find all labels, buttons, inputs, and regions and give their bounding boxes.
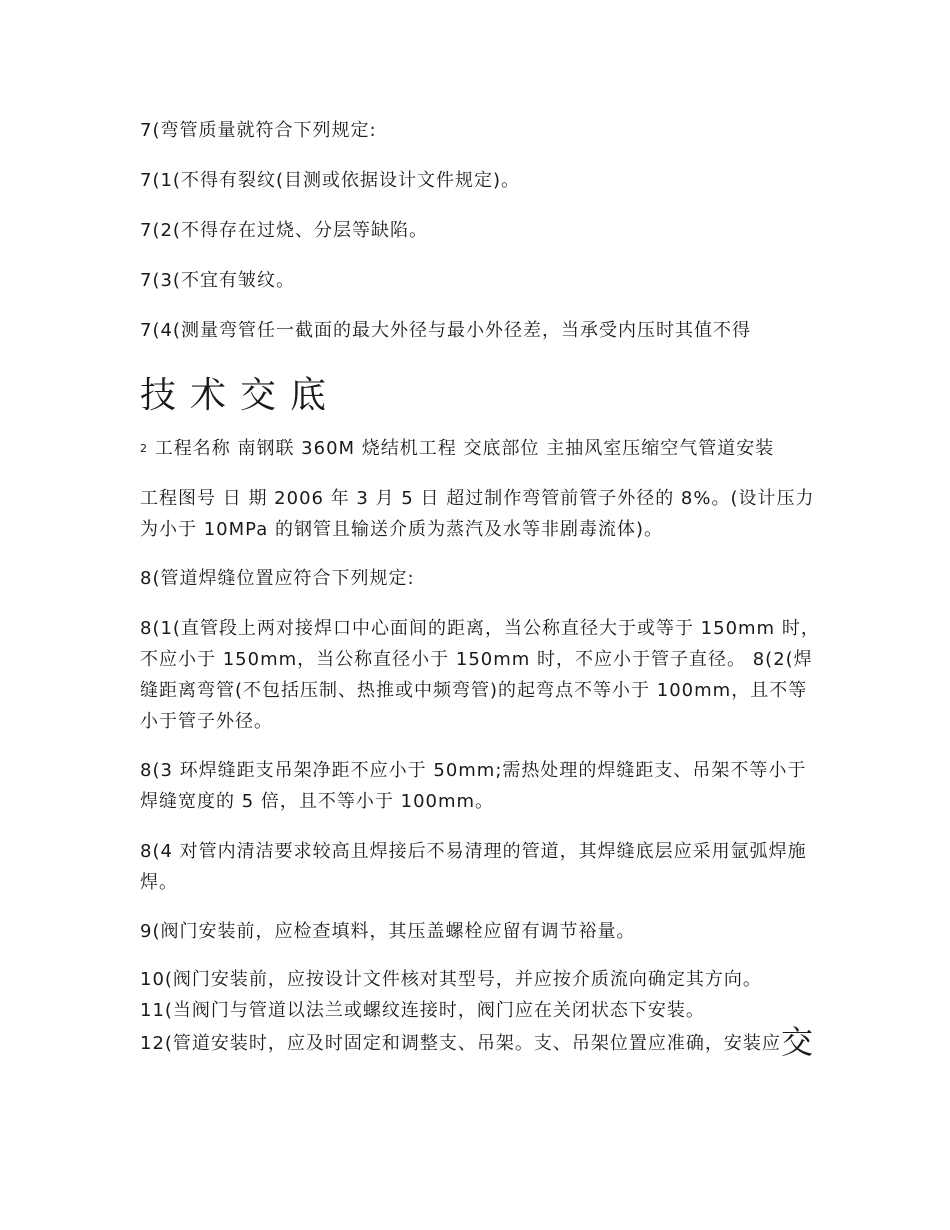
clause-10: 10(阀门安装前，应按设计文件核对其型号，并应按介质流向确定其方向。 xyxy=(140,969,762,990)
clause-8-3: 8(3 环焊缝距支吊架净距不应小于 50mm;需热处理的焊缝距支、吊架不等小于焊缝宽度的 5 倍，且不等小于 100mm。 xyxy=(140,760,807,812)
superscript-mark: 2 xyxy=(140,442,148,455)
clause-9: 9(阀门安装前，应检查填料，其压盖螺栓应留有调节裕量。 xyxy=(140,921,636,942)
clause-12 xyxy=(140,1023,820,1061)
project-info-line xyxy=(140,434,820,464)
drawing-info-paragraph: 工程图号 日 期 2006 年 3 月 5 日 超过制作弯管前管子外径的 8%。(设计压力为小于 10MPa 的钢管且输送介质为蒸汽及水等非剧毒流体)。 xyxy=(140,488,815,540)
document-heading: 技术交底 xyxy=(140,375,341,416)
large-character: 交 xyxy=(780,1023,814,1061)
project-info-text: 工程名称 南钢联 360M 烧结机工程 交底部位 主抽风室压缩空气管道安装 xyxy=(154,438,775,459)
clause-7-intro: 7(弯管质量就符合下列规定: xyxy=(140,120,377,141)
clause-7-1: 7(1(不得有裂纹(目测或依据设计文件规定)。 xyxy=(140,170,520,191)
clause-8-intro: 8(管道焊缝位置应符合下列规定: xyxy=(140,568,415,589)
clause-8-1-8-2: 8(1(直管段上两对接焊口中心面间的距离，当公称直径大于或等于 150mm 时，不应小于 150mm，当公称直径小于 150mm 时，不应小于管子直径。 8(2(焊缝距离弯管(不包括压制、热推或中频弯管)的起弯点不等小于 100mm，且不等小于管子外径。 xyxy=(140,618,820,732)
clause-8-4: 8(4 对管内清洁要求较高且焊接后不易清理的管道，其焊缝底层应采用氩弧焊施焊。 xyxy=(140,841,807,893)
clause-7-4: 7(4(测量弯管任一截面的最大外径与最小外径差，当承受内压时其值不得 xyxy=(140,320,751,341)
clause-7-3: 7(3(不宜有皱纹。 xyxy=(140,270,295,291)
clause-12-text: 12(管道安装时，应及时固定和调整支、吊架。支、吊架位置应准确，安装应 xyxy=(140,1033,781,1054)
clause-11: 11(当阀门与管道以法兰或螺纹连接时，阀门应在关闭状态下安装。 xyxy=(140,1000,705,1021)
clause-7-2: 7(2(不得存在过烧、分层等缺陷。 xyxy=(140,220,428,241)
